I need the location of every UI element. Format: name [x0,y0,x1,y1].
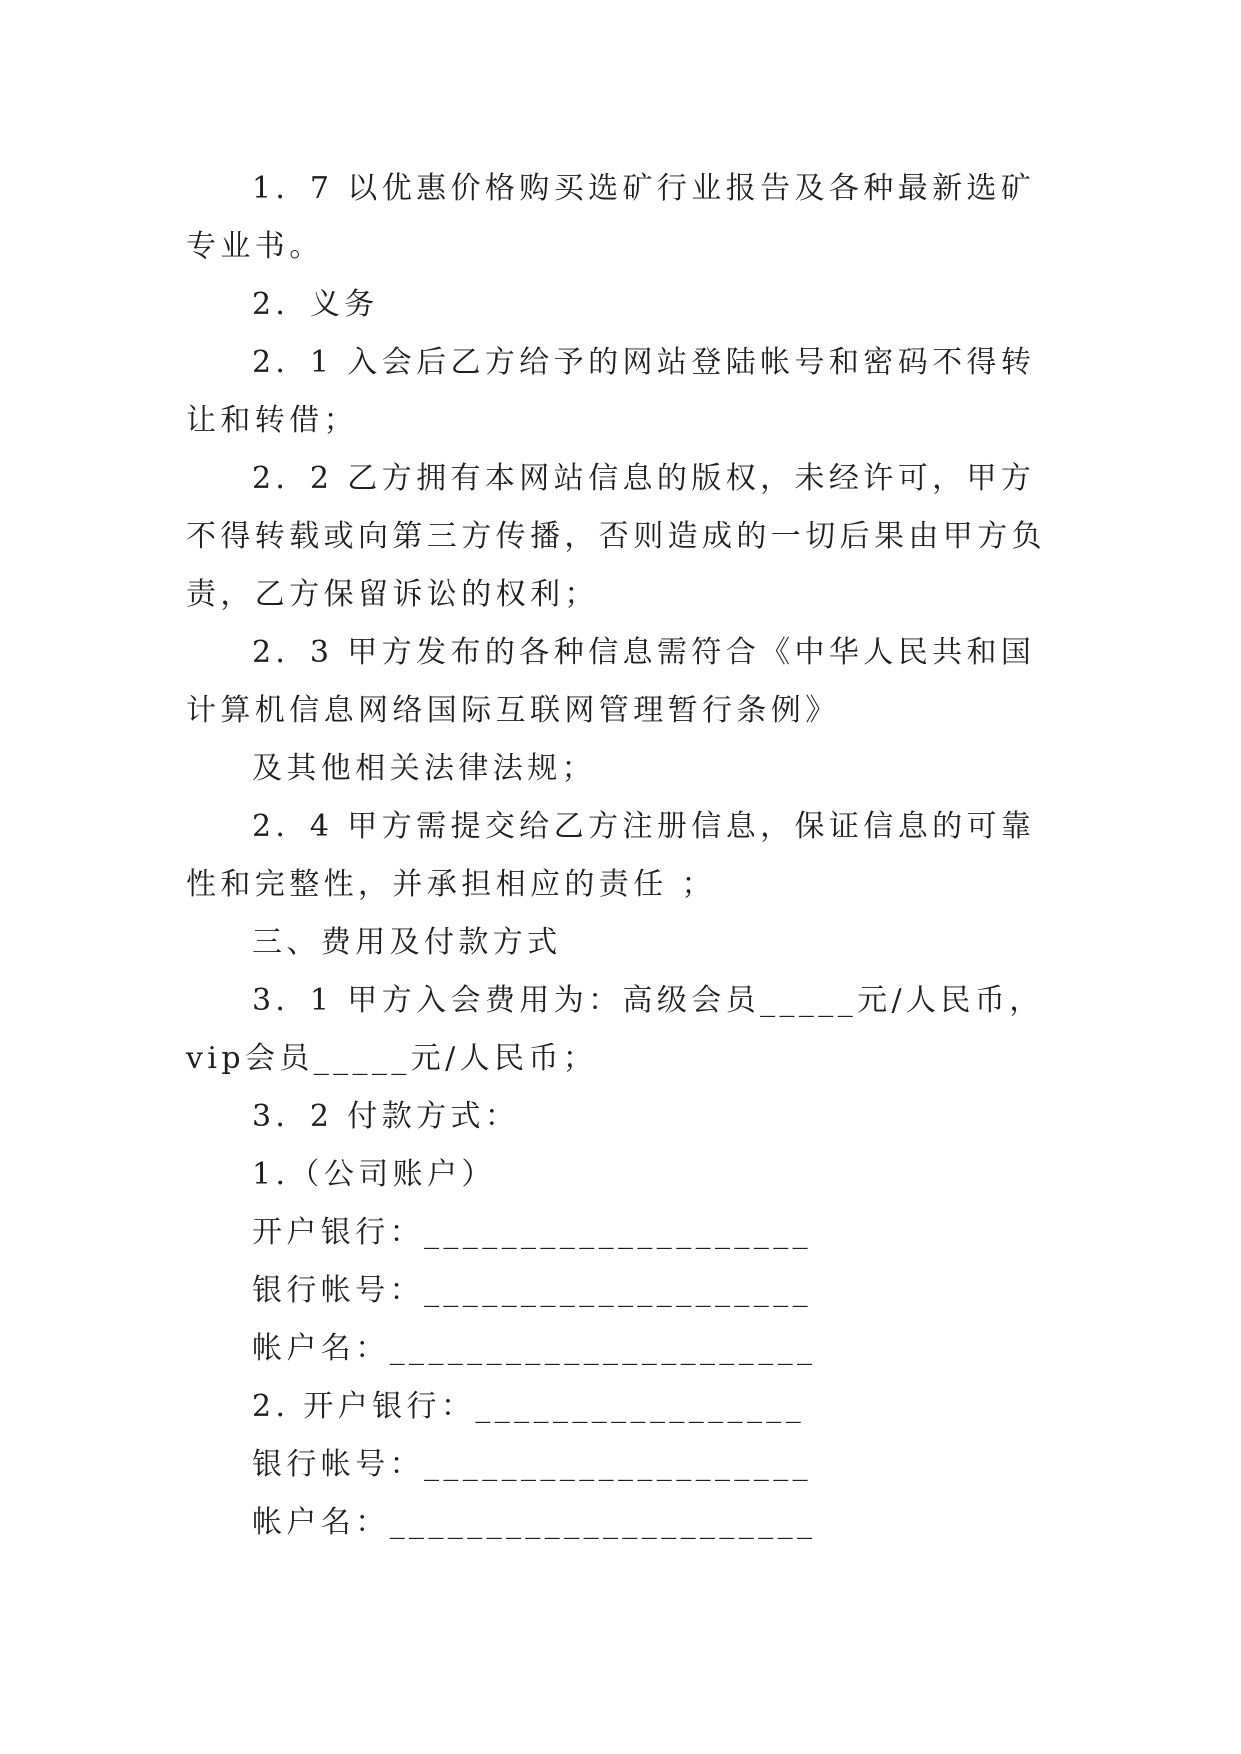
account-1-heading: 1.（公司账户） [252,1157,496,1192]
heading-obligations: 2．义务 [252,287,379,322]
account-2-bank: 2. 开户银行：_________________ [252,1389,806,1424]
paragraph-2-3-continuation: 及其他相关法律法规； [252,751,596,786]
account-1-name: 帐户名：______________________ [252,1331,817,1366]
paragraph-3-1: 3．1 甲方入会费用为：高级会员_____元/人民币，vip会员_____元/人民币； [186,983,1044,1076]
document-body [186,160,1056,1552]
paragraph-2-3: 2．3 甲方发布的各种信息需符合《中华人民共和国计算机信息网络国际互联网管理暂行条例》 [186,635,1036,728]
account-1-number: 银行帐号：____________________ [252,1273,812,1308]
heading-fees-payment: 三、费用及付款方式 [252,925,562,960]
paragraph-2-4: 2．4 甲方需提交给乙方注册信息，保证信息的可靠性和完整性，并承担相应的责任 ； [186,809,1036,902]
paragraph-1-7: 1．7 以优惠价格购买选矿行业报告及各种最新选矿专业书。 [186,171,1036,264]
account-2-number: 银行帐号：____________________ [252,1447,812,1482]
paragraph-3-2: 3．2 付款方式： [252,1099,520,1134]
account-1-bank: 开户银行：____________________ [252,1215,812,1250]
paragraph-2-2: 2．2 乙方拥有本网站信息的版权，未经许可，甲方不得转载或向第三方传播，否则造成的一切后果由甲方负责，乙方保留诉讼的权利； [186,461,1046,612]
account-2-name: 帐户名：______________________ [252,1505,817,1540]
paragraph-2-1: 2．1 入会后乙方给予的网站登陆帐号和密码不得转让和转借； [186,345,1036,438]
